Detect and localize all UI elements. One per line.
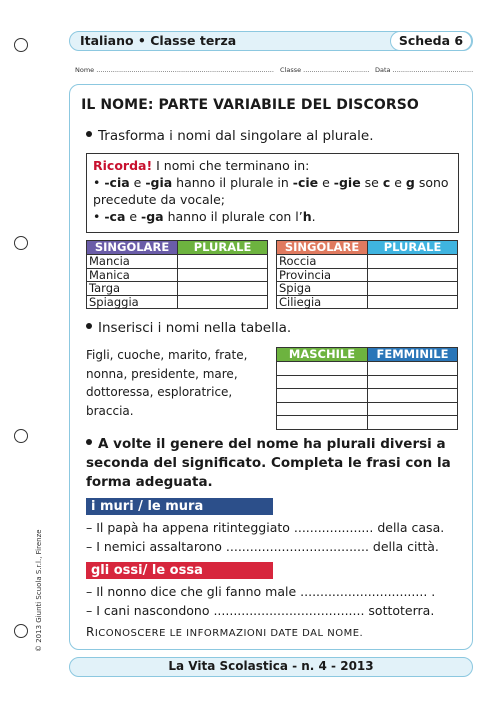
answer-cell[interactable] bbox=[368, 402, 458, 416]
answer-cell[interactable] bbox=[368, 255, 458, 269]
answer-cell[interactable] bbox=[368, 295, 458, 309]
table-cell: Ciliegia bbox=[277, 295, 368, 309]
binder-hole bbox=[14, 236, 28, 250]
copyright-text: © 2013 Giunti Scuola S.r.l., Firenze bbox=[35, 529, 43, 652]
learning-objective: RICONOSCERE LE INFORMAZIONI DATE DAL NOME. bbox=[86, 625, 364, 639]
answer-cell[interactable] bbox=[368, 268, 458, 282]
gender-table bbox=[276, 347, 458, 430]
answer-cell[interactable] bbox=[178, 282, 268, 296]
plural-table-1 bbox=[86, 240, 268, 309]
header-singolare: SINGOLARE bbox=[87, 241, 178, 255]
word-list: Figli, cuoche, marito, frate, nonna, presidente, mare, dottoressa, esploratrice, braccia. bbox=[86, 348, 248, 418]
table-cell: Spiga bbox=[277, 282, 368, 296]
answer-cell[interactable] bbox=[368, 282, 458, 296]
header-maschile: MASCHILE bbox=[277, 348, 368, 362]
header-plurale: PLURALE bbox=[178, 241, 268, 255]
plural-table-2 bbox=[276, 240, 458, 309]
answer-cell[interactable] bbox=[277, 362, 368, 376]
header-plurale: PLURALE bbox=[368, 241, 458, 255]
answer-cell[interactable] bbox=[178, 255, 268, 269]
binder-hole bbox=[14, 624, 28, 638]
table-cell: Roccia bbox=[277, 255, 368, 269]
class-field[interactable]: Classe ................................ bbox=[280, 66, 370, 74]
bullet-icon bbox=[86, 131, 92, 137]
table-cell: Manica bbox=[87, 268, 178, 282]
binder-hole bbox=[14, 38, 28, 52]
group-label-ossi: gli ossi/ le ossa bbox=[86, 562, 273, 579]
exercise-3: A volte il genere del nome ha plurali diversi a seconda del significato. Completa le frasi con la forma adeguata. bbox=[86, 436, 451, 490]
answer-cell[interactable] bbox=[277, 375, 368, 389]
page-title: IL NOME: PARTE VARIABILE DEL DISCORSO bbox=[81, 97, 419, 113]
header-singolare: SINGOLARE bbox=[277, 241, 368, 255]
answer-cell[interactable] bbox=[178, 268, 268, 282]
reminder-box: Ricorda! I nomi che terminano in: • -cia e -gia hanno il plurale in -cie e -gie se c e g sono precedute da vocale; • -ca e -ga hanno il plurale con l’h. bbox=[86, 153, 459, 233]
bullet-icon bbox=[86, 323, 92, 329]
answer-cell[interactable] bbox=[277, 416, 368, 430]
sheet-number: Scheda 6 bbox=[390, 31, 472, 51]
name-field[interactable]: Nome ...................................................................................... bbox=[75, 66, 274, 74]
sentence-4: – I cani nascondono ...................................... sottoterra. bbox=[86, 603, 435, 618]
header-bar bbox=[69, 31, 473, 51]
exercise-2: Inserisci i nomi nella tabella. bbox=[86, 320, 291, 336]
sentence-3: – Il nonno dice che gli fanno male ................................ . bbox=[86, 584, 436, 599]
sentence-1: – Il papà ha appena ritinteggiato .................... della casa. bbox=[86, 520, 445, 535]
bullet-icon bbox=[86, 439, 92, 445]
date-field[interactable]: Data ....................................... bbox=[375, 66, 474, 74]
table-cell: Targa bbox=[87, 282, 178, 296]
header-femminile: FEMMINILE bbox=[368, 348, 458, 362]
binder-hole bbox=[14, 429, 28, 443]
answer-cell[interactable] bbox=[368, 389, 458, 403]
header-subject: Italiano • Classe terza bbox=[80, 33, 237, 48]
exercise-1: Trasforma i nomi dal singolare al plurale. bbox=[86, 128, 374, 144]
reminder-label: Ricorda! bbox=[93, 158, 153, 173]
sentence-2: – I nemici assaltarono .................................... della città. bbox=[86, 539, 439, 554]
answer-cell[interactable] bbox=[277, 389, 368, 403]
answer-cell[interactable] bbox=[277, 402, 368, 416]
answer-cell[interactable] bbox=[368, 375, 458, 389]
answer-cell[interactable] bbox=[178, 295, 268, 309]
footer-bar: La Vita Scolastica - n. 4 - 2013 bbox=[69, 657, 473, 677]
answer-cell[interactable] bbox=[368, 362, 458, 376]
table-cell: Spiaggia bbox=[87, 295, 178, 309]
answer-cell[interactable] bbox=[368, 416, 458, 430]
group-label-muri: i muri / le mura bbox=[86, 498, 273, 515]
table-cell: Mancia bbox=[87, 255, 178, 269]
table-cell: Provincia bbox=[277, 268, 368, 282]
